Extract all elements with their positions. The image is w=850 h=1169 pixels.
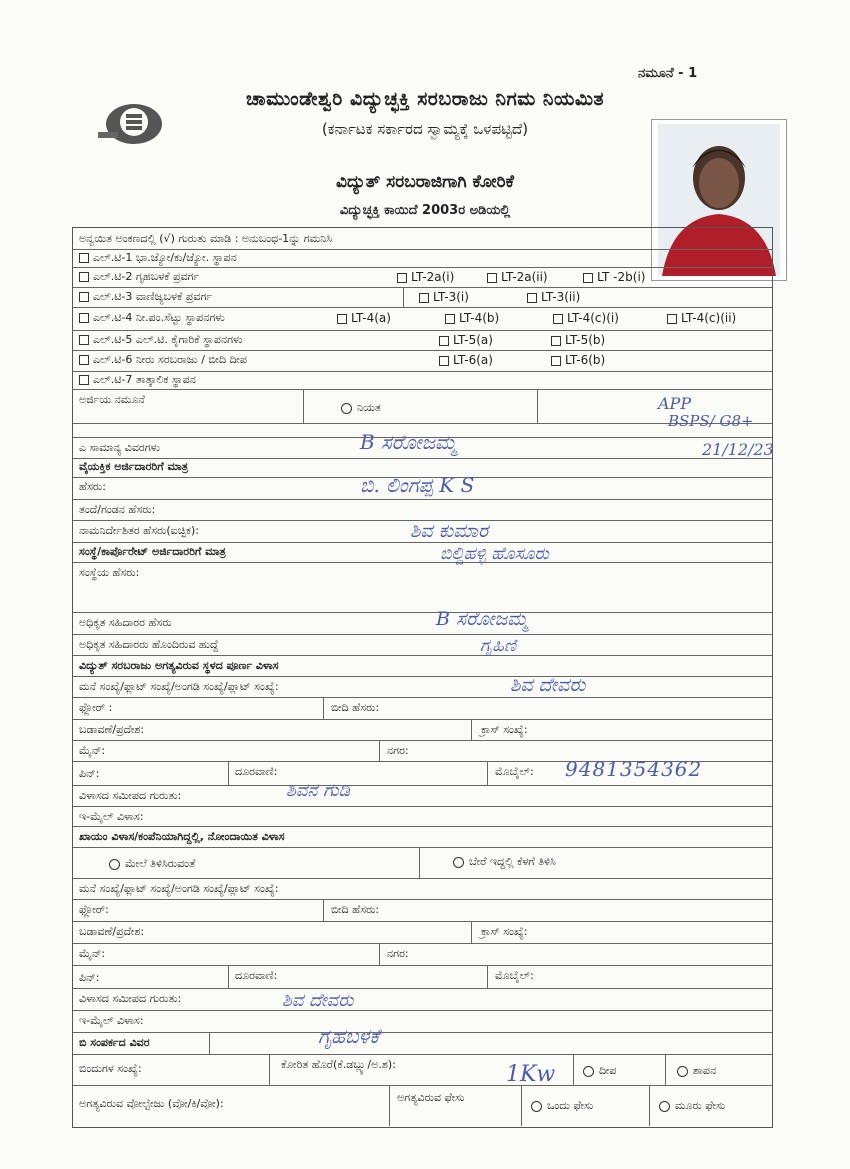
landmark-row: [73, 785, 772, 807]
email-label: ಇ-ಮೈಲ್ ವಿಳಾಸ:: [79, 810, 144, 823]
lt6a-label: LT-6(a): [453, 353, 493, 367]
lt5-label: ಎಲ್.ಟಿ-5 ಎಲ್.ಟಿ. ಕೈಗಾರಿಕೆ ಸ್ಥಾಪನಗಳು: [93, 333, 243, 346]
points-label: ಬಿಂದುಗಳ ಸಂಖ್ಯೆ:: [79, 1062, 142, 1075]
lt3i-checkbox[interactable]: [419, 293, 429, 303]
house-no-row-2: [73, 878, 772, 900]
city-label: ನಗರ:: [387, 744, 409, 757]
lt2ai-checkbox[interactable]: [397, 273, 407, 283]
floor-label: ಫ್ಲೋರ್ :: [79, 701, 113, 714]
area-label: ಬಡಾವಣೆ/ಪ್ರದೇಶ:: [79, 723, 145, 736]
handwritten-date: 21/12/23: [702, 440, 774, 459]
designation-row: [73, 634, 772, 656]
act-reference: ವಿದ್ಯುಚ್ಛಕ್ತಿ ಕಾಯಿದೆ 2003ರ ಅಡಿಯಲ್ಲಿ: [339, 203, 511, 218]
lt6a-checkbox[interactable]: [439, 356, 449, 366]
lt5a-checkbox[interactable]: [439, 336, 449, 346]
three-phase-label: ಮೂರು ಫೇಸು: [675, 1099, 726, 1112]
single-phase-radio[interactable]: [531, 1101, 542, 1112]
landmark-row-2: [73, 988, 772, 1011]
email-row-2: [73, 1010, 772, 1033]
light-radio[interactable]: [583, 1066, 594, 1077]
designation-label: ಅಧಿಕೃತ ಸಹಿದಾರರು ಹೊಂದಿರುವ ಹುದ್ದೆ: [79, 638, 219, 651]
lt3ii-label: LT-3(ii): [541, 290, 581, 304]
street-label: ಬೀದಿ ಹೆಸರು:: [331, 701, 380, 714]
lt4ci-checkbox[interactable]: [553, 314, 563, 324]
handwritten-connection: ಗೃಹಬಳಕೆ: [318, 1024, 380, 1048]
handwritten-general: B ಸರೋಜಮ್ಮ: [360, 430, 457, 454]
handwritten-name: ಬಿ. ಲಿಂಗಪ್ಪ K S: [360, 473, 475, 497]
category-row-lt4: [73, 307, 772, 331]
if-other-label: ಬೇರೆ ಇದ್ದಲ್ಲಿ ಕೆಳಗೆ ತಿಳಿಸಿ: [469, 855, 556, 868]
lt2bi-label: LT -2b(i): [597, 270, 646, 284]
handwritten-corporate: ಬಿಲ್ದಿಹಳ್ಳಿ ಹೊಸೂರು: [440, 544, 549, 564]
lt4a-label: LT-4(a): [351, 311, 391, 325]
lt3-label: ಎಲ್.ಟಿ-3 ವಾಣಿಜ್ಯಬಳಕೆ ಪ್ರವರ್ಗ: [93, 290, 213, 303]
pin-label: ಪಿನ್:: [79, 767, 100, 780]
category-row-lt1: [73, 249, 772, 268]
phone-label-2: ದೂರವಾಣಿ:: [235, 969, 278, 982]
lt4a-checkbox[interactable]: [337, 314, 347, 324]
handwritten-landmark: ಶಿವನ ಗುಡಿ: [286, 780, 350, 801]
handwritten-landmark-2: ಶಿವ ದೇವರು: [282, 990, 354, 1011]
general-label: ಎ ಸಾಮಾನ್ಯ ವಿವರಗಳು: [79, 441, 161, 454]
lt7-checkbox[interactable]: [79, 375, 89, 385]
landmark-label: ವಿಳಾಸದ ಸಮೀಪದ ಗುರುತು:: [79, 789, 182, 802]
lt4-label: ಎಲ್.ಟಿ-4 ನೀ.ಪಂ.ಸೆಟ್ಟು ಸ್ಥಾಪನಗಳು: [93, 311, 225, 324]
house-no-label-2: ಮನೆ ಸಂಖ್ಯೆ/ಫ್ಲಾಟ್ ಸಂಖ್ಯೆ/ಅಂಗಡಿ ಸಂಖ್ಯೆ/ಪ್ಲಾಟ್ ಸಂಖ್ಯೆ:: [79, 882, 279, 895]
city-label-2: ನಗರ:: [387, 947, 409, 960]
father-row: [73, 499, 772, 521]
lt2aii-checkbox[interactable]: [487, 273, 497, 283]
regular-radio[interactable]: [341, 403, 352, 414]
points-load-row: [73, 1054, 772, 1086]
phase-label: ಅಗತ್ಯವಿರುವ ಫೇಸು: [397, 1091, 465, 1104]
lt4b-checkbox[interactable]: [445, 314, 455, 324]
email-label-2: ಇ-ಮೈಲ್ ವಿಳಾಸ:: [79, 1014, 144, 1027]
supply-address-row: [73, 655, 772, 677]
father-label: ತಂದೆ/ಗಂಡನ ಹೆಸರು:: [79, 503, 156, 516]
same-above-radio[interactable]: [109, 859, 120, 870]
category-row-lt2: [73, 267, 772, 288]
category-row-lt6: [73, 350, 772, 372]
voltage-label: ಅಗತ್ಯವಿರುವ ವೋಲ್ಟೇಜು (ವೋ/ಕಿ/ವೋ):: [79, 1097, 224, 1110]
lt1-label: ಎಲ್.ಟಿ-1 ಭಾ.ಜ್ಯೋ/ಕು/ಜ್ಯೋ. ಸ್ಥಾಪನ: [93, 251, 237, 264]
signatory-row: [73, 612, 772, 635]
corporate-label: ಸಂಸ್ಥೆ/ಕಾರ್ಪೊರೇಟ್ ಅರ್ಜಿದಾರರಿಗೆ ಮಾತ್ರ: [79, 545, 226, 558]
supply-address-label: ವಿದ್ಯುತ್ ಸರಬರಾಜು ಅಗತ್ಯವಿರುವ ಸ್ಥಳದ ಪೂರ್ಣ ವಿಳಾಸ: [79, 659, 279, 672]
load-label: ಕೋರಿತ ಹೊರೆ(ಕೆ.ಡಬ್ಲ್ಯು/ಅ.ಶ):: [281, 1058, 396, 1071]
lt4cii-label: LT-4(c)(ii): [681, 311, 737, 325]
main-row-2: [73, 943, 772, 966]
company-subtitle: (ಕರ್ನಾಟಕ ಸರ್ಕಾರದ ಸ್ವಾಮ್ಯಕ್ಕೆ ಒಳಪಟ್ಟಿದೆ): [321, 120, 529, 138]
corporate-row: [73, 542, 772, 563]
street-label-2: ಬೀದಿ ಹೆಸರು:: [331, 903, 380, 916]
pin-row-2: [73, 965, 772, 989]
lt3-checkbox[interactable]: [79, 292, 89, 302]
same-above-label: ಮೇಲೆ ತಿಳಿಸಿರುವಂತೆ: [125, 857, 196, 870]
floor-row-2: [73, 899, 772, 922]
cross-label: ಕ್ರಾಸ್ ಸಂಖ್ಯೆ:: [481, 723, 528, 736]
regular-label: ನಿಯತ: [357, 401, 381, 414]
lt2bi-checkbox[interactable]: [583, 273, 593, 283]
house-no-row: [73, 676, 772, 698]
floor-label-2: ಫ್ಲೋರ್:: [79, 903, 109, 916]
house-no-label: ಮನೆ ಸಂಖ್ಯೆ/ಫ್ಲಾಟ್ ಸಂಖ್ಯೆ/ಅಂಗಡಿ ಸಂಖ್ಯೆ/ಪ್ಲಾಟ್ ಸಂಖ್ಯೆ:: [79, 680, 279, 693]
company-name: ಚಾಮುಂಡೇಶ್ವರಿ ವಿದ್ಯುಚ್ಛಕ್ತಿ ಸರಬರಾಜು ನಿಗಮ ನಿಯಮಿತ: [245, 88, 605, 110]
lt5a-label: LT-5(a): [453, 333, 493, 347]
lt3ii-checkbox[interactable]: [527, 293, 537, 303]
lt2-label: ಎಲ್.ಟಿ-2 ಗೃಹಬಳಕೆ ಪ್ರವರ್ಗ: [93, 270, 200, 283]
handwritten-app-note: APP: [658, 394, 692, 413]
category-row-lt3: [73, 287, 772, 308]
same-address-row: [73, 847, 772, 879]
floor-row: [73, 697, 772, 720]
lt5b-label: LT-5(b): [565, 333, 606, 347]
category-row-lt7: [73, 371, 772, 390]
nominee-label: ನಾಮನಿರ್ದೇಶಿತರ ಹೆಸರು(ಐಚ್ಛಿಕ):: [79, 524, 199, 537]
handwritten-mobile: 9481354362: [565, 757, 703, 781]
phone-label: ದೂರವಾಣಿ:: [235, 765, 278, 778]
lt3i-label: LT-3(i): [433, 290, 469, 304]
lt2ai-label: LT-2a(i): [411, 270, 455, 284]
permanent-row: [73, 826, 772, 848]
voltage-phase-row: [73, 1085, 772, 1126]
lt7-label: ಎಲ್.ಟಿ-7 ತಾತ್ಕಾಲಿಕ ಸ್ಥಾಪನ: [93, 373, 196, 386]
lt6b-checkbox[interactable]: [551, 356, 561, 366]
lt4-checkbox[interactable]: [79, 313, 89, 323]
application-type-label: ಅರ್ಜಿಯ ನಮೂನೆ: [79, 393, 145, 406]
single-phase-label: ಒಂದು ಫೇಸು: [547, 1099, 594, 1112]
lt6-label: ಎಲ್.ಟಿ-6 ನೀರು ಸರಬರಾಜು / ಬೀದಿ ದೀಪ: [93, 353, 247, 366]
name-label: ಹೆಸರು:: [79, 480, 106, 493]
handwritten-designation: ಗೃಹಿಣಿ: [480, 636, 516, 656]
lt6b-label: LT-6(b): [565, 353, 606, 367]
pin-label-2: ಪಿನ್:: [79, 971, 100, 984]
if-other-radio[interactable]: [453, 857, 464, 868]
lt2aii-label: LT-2a(ii): [501, 270, 548, 284]
individual-label: ವೈಯಕ್ತಿಕ ಅರ್ಜಿದಾರರಿಗೆ ಮಾತ್ರ: [79, 460, 189, 473]
connection-row: [73, 1032, 772, 1055]
area-row: [73, 719, 772, 741]
installation-label: ಶಾಪನ: [693, 1064, 717, 1077]
handwritten-load: 1Kw: [506, 1062, 556, 1087]
main-label: ಮೈನ್:: [79, 744, 106, 757]
light-label: ದೀಪ: [599, 1064, 617, 1077]
handwritten-app-note-2: BSPS/ G8+: [668, 412, 754, 430]
lt2-checkbox[interactable]: [79, 272, 89, 282]
mobile-label-2: ಮೊಬೈಲ್:: [495, 969, 534, 982]
instruction-row: [73, 228, 772, 250]
main-label-2: ಮೈನ್:: [79, 947, 106, 960]
landmark-label-2: ವಿಳಾಸದ ಸಮೀಪದ ಗುರುತು:: [79, 992, 182, 1005]
instruction-text: ಅನ್ವಯಿತ ಅಂಕಣದಲ್ಲಿ (√) ಗುರುತು ಮಾಡಿ : ಅನುಬಂಧ-1ನ್ನು ಗಮನಿಸಿ: [79, 232, 333, 245]
three-phase-radio[interactable]: [659, 1101, 670, 1112]
lt1-checkbox[interactable]: [79, 253, 89, 263]
form-title: ವಿದ್ಯುತ್ ಸರಬರಾಜಿಗಾಗಿ ಕೋರಿಕೆ: [336, 172, 514, 192]
org-name-label: ಸಂಸ್ಥೆಯ ಹೆಸರು:: [79, 566, 140, 579]
mobile-label: ಮೊಬೈಲ್:: [495, 765, 534, 778]
lt4b-label: LT-4(b): [459, 311, 500, 325]
lt4cii-checkbox[interactable]: [667, 314, 677, 324]
permanent-label: ಖಾಯಂ ವಿಳಾಸ/ಕಂಪೆನಿಯಾಗಿದ್ದಲ್ಲಿ, ನೋಂದಾಯಿತ ವಿಳಾಸ: [79, 830, 285, 843]
handwritten-house: ಶಿವ ದೇವರು: [510, 674, 586, 696]
lt4ci-label: LT-4(c)(i): [567, 311, 619, 325]
signatory-label: ಅಧಿಕೃತ ಸಹಿದಾರರ ಹೆಸರು: [79, 616, 172, 629]
lt5-checkbox[interactable]: [79, 335, 89, 345]
handwritten-signatory: B ಸರೋಜಮ್ಮ: [436, 608, 528, 630]
application-form: [72, 227, 773, 1128]
email-row: [73, 806, 772, 827]
connection-label: ಬಿ ಸಂಪರ್ಕದ ವಿವರ: [79, 1036, 150, 1049]
cross-label-2: ಕ್ರಾಸ್ ಸಂಖ್ಯೆ:: [481, 925, 528, 938]
form-number: ನಮೂನೆ - 1: [638, 66, 698, 81]
category-row-lt5: [73, 330, 772, 351]
lt6-checkbox[interactable]: [79, 355, 89, 365]
handwritten-nominee: ಶಿವ ಕುಮಾರ: [410, 520, 489, 542]
installation-radio[interactable]: [677, 1066, 688, 1077]
org-name-row: [73, 562, 772, 613]
area-row-2: [73, 921, 772, 944]
area-label-2: ಬಡಾವಣೆ/ಪ್ರದೇಶ:: [79, 925, 145, 938]
lt5b-checkbox[interactable]: [551, 336, 561, 346]
